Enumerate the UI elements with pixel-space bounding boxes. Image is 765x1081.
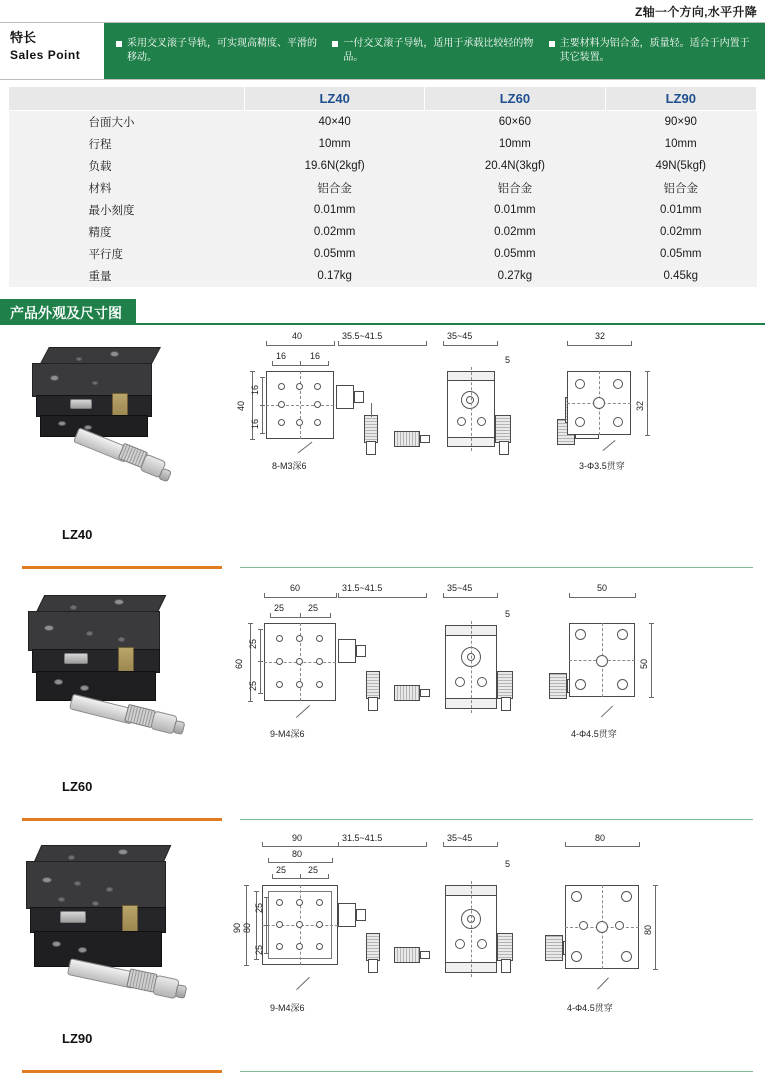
divider-orange — [22, 1070, 222, 1073]
spec-cell: 10mm — [664, 138, 697, 150]
spec-cell: 0.05mm — [659, 248, 702, 260]
dim-side-height2: 80 — [242, 922, 253, 934]
page-top-note: Z轴一个方向,水平升降 — [635, 5, 757, 19]
dim-inner-h2: 16 — [250, 418, 261, 430]
spec-cell: 铝合金 — [497, 183, 533, 195]
section-underline — [136, 299, 765, 325]
sales-point-band — [0, 22, 765, 80]
dim-bottom-h: 32 — [635, 400, 646, 412]
table-row — [9, 177, 757, 199]
product-drawings-lz40 — [238, 325, 757, 577]
product-drawings-lz60 — [234, 577, 757, 829]
note-hole-bottom: 3-Φ3.5贯穿 — [579, 461, 625, 471]
dim-bottom-w: 50 — [597, 583, 608, 593]
spec-cell: 0.01mm — [494, 204, 536, 216]
spec-header-lz40: LZ40 — [245, 87, 425, 111]
spec-row-name: 材料 — [88, 183, 112, 195]
sales-point-item — [326, 37, 542, 66]
table-row — [9, 155, 757, 177]
sales-point-item-text: 一付交叉滚子导轨，适用于承载比较轻的物品。 — [343, 37, 534, 63]
spec-cell: 0.02mm — [313, 226, 356, 238]
dim-bottom-w: 80 — [595, 833, 606, 843]
drawing-front-view-lz90 — [433, 833, 543, 1081]
dim-side-height: 60 — [234, 658, 245, 670]
drawing-bottom-view-lz40 — [543, 329, 757, 577]
spec-header-lz90: LZ90 — [605, 87, 757, 111]
spec-cell: 0.02mm — [659, 226, 702, 238]
spec-cell: 0.17kg — [317, 270, 352, 282]
drawing-bottom-view-lz60 — [543, 581, 757, 829]
spec-row-name: 精度 — [88, 227, 112, 239]
spec-cell: 20.4N(3kgf) — [484, 160, 545, 172]
dim-half-a: 25 — [276, 865, 287, 875]
dim-half-a: 25 — [274, 603, 285, 613]
dim-overall: 31.5~41.5 — [342, 833, 383, 843]
dim-top-width: 90 — [292, 833, 303, 843]
dim-half-b: 25 — [308, 865, 319, 875]
sales-point-item-text: 主要材料为铝合金，质量轻。适合于内置于其它装置。 — [559, 37, 750, 63]
dim-overall: 31.5~41.5 — [342, 583, 383, 593]
drawing-top-view-lz40 — [238, 329, 433, 577]
spec-cell: 0.05mm — [313, 248, 356, 260]
bullet-square-icon — [116, 41, 122, 47]
spec-cell: 40×40 — [318, 116, 351, 128]
product-photo-lz90 — [14, 837, 232, 1023]
spec-header-lz60: LZ60 — [425, 87, 605, 111]
product-photo-lz60 — [14, 585, 232, 771]
product-model-lz60: LZ60 — [62, 779, 93, 794]
sales-point-label-en: Sales Point — [10, 47, 81, 62]
section-title: 产品外观及尺寸图 — [0, 299, 136, 325]
spec-cell: 10mm — [498, 138, 531, 150]
spec-row-name: 行程 — [88, 139, 112, 151]
dim-inner-h1: 16 — [250, 384, 261, 396]
spec-cell: 铝合金 — [317, 183, 352, 195]
note-hole-top: 9-M4深6 — [270, 1003, 305, 1013]
spec-header-blank — [9, 87, 245, 111]
product-photo-col — [8, 577, 238, 829]
sales-point-label — [0, 23, 104, 79]
dim-bottom-h: 50 — [639, 658, 650, 670]
dim-overall: 35.5~41.5 — [342, 331, 383, 341]
table-header-row — [9, 87, 757, 111]
dim-front-w: 35~45 — [447, 331, 473, 341]
spec-cell: 0.01mm — [313, 204, 356, 216]
sales-point-label-cn: 特长 — [10, 30, 37, 45]
dim-front-t: 5 — [505, 609, 511, 619]
drawing-front-view-lz40 — [433, 329, 543, 577]
dim-bottom-w: 32 — [595, 331, 606, 341]
table-row — [9, 243, 757, 265]
dim-front-w: 35~45 — [447, 583, 473, 593]
divider-green — [240, 819, 753, 820]
spec-row-name: 负载 — [88, 161, 112, 173]
dim-front-w: 35~45 — [447, 833, 473, 843]
section-header — [0, 299, 765, 325]
divider-green — [240, 1071, 753, 1072]
dim-bottom-h: 80 — [643, 924, 654, 936]
dim-side-height: 40 — [236, 400, 247, 412]
spec-cell: 0.01mm — [659, 204, 702, 216]
spec-row-name: 最小刻度 — [88, 205, 135, 217]
dim-inner-h1: 25 — [254, 902, 265, 914]
dim-front-t: 5 — [505, 355, 511, 365]
dim-front-t: 5 — [505, 859, 511, 869]
product-block-lz90 — [0, 829, 765, 1081]
product-photo-col — [8, 325, 238, 577]
drawing-bottom-view-lz90 — [543, 833, 757, 1081]
table-row — [9, 221, 757, 243]
spec-cell: 0.05mm — [494, 248, 536, 260]
divider-orange — [22, 818, 222, 821]
table-row — [9, 133, 757, 155]
note-hole-bottom: 4-Φ4.5贯穿 — [571, 729, 617, 739]
spec-row-name: 平行度 — [88, 249, 123, 261]
drawing-front-view-lz60 — [433, 581, 543, 829]
spec-cell: 0.45kg — [663, 270, 699, 282]
dim-half-b: 16 — [310, 351, 321, 361]
note-hole-bottom: 4-Φ4.5贯穿 — [567, 1003, 613, 1013]
product-drawings-lz90 — [232, 829, 757, 1081]
dim-inner-h1: 25 — [248, 638, 259, 650]
table-row — [9, 265, 757, 287]
bullet-square-icon — [332, 41, 338, 47]
product-block-lz60 — [0, 577, 765, 829]
table-row — [9, 111, 757, 134]
sales-point-item — [110, 37, 326, 66]
drawing-top-view-lz90 — [232, 833, 433, 1081]
spec-cell: 49N(5kgf) — [655, 160, 706, 172]
dim-inner-h2: 25 — [254, 944, 265, 956]
note-hole-top: 9-M4深6 — [270, 729, 305, 739]
divider-orange — [22, 566, 222, 569]
dim-top-width: 40 — [292, 331, 303, 341]
spec-cell: 铝合金 — [663, 183, 698, 195]
spec-table-wrap — [0, 80, 765, 287]
dim-top-width: 60 — [290, 583, 301, 593]
product-block-lz40 — [0, 325, 765, 577]
spec-table — [8, 86, 757, 287]
product-model-lz40: LZ40 — [62, 527, 93, 542]
spec-cell: 60×60 — [498, 116, 532, 128]
spec-cell: 10mm — [318, 138, 351, 150]
dim-side-height: 90 — [232, 922, 243, 934]
table-row — [9, 199, 757, 221]
divider-green — [240, 567, 753, 568]
dim-top-width2: 80 — [292, 849, 303, 859]
spec-row-name: 重量 — [88, 271, 112, 283]
sales-point-item-text: 采用交叉滚子导轨，可实现高精度、平滑的移动。 — [127, 37, 317, 63]
dim-half-b: 25 — [308, 603, 319, 613]
sales-point-items — [104, 23, 765, 79]
bullet-square-icon — [549, 41, 555, 47]
spec-cell: 0.02mm — [494, 226, 536, 238]
spec-cell: 0.27kg — [497, 270, 533, 282]
note-hole-top: 8-M3深6 — [272, 461, 307, 471]
spec-cell: 90×90 — [664, 116, 697, 128]
sales-point-item — [543, 37, 759, 66]
product-model-lz90: LZ90 — [62, 1031, 93, 1046]
spec-row-name: 台面大小 — [88, 117, 135, 129]
dim-inner-h2: 25 — [248, 680, 259, 692]
product-photo-col — [8, 829, 238, 1081]
dim-half-a: 16 — [276, 351, 287, 361]
spec-cell: 19.6N(2kgf) — [304, 160, 365, 172]
drawing-top-view-lz60 — [234, 581, 433, 829]
product-photo-lz40 — [14, 333, 232, 519]
